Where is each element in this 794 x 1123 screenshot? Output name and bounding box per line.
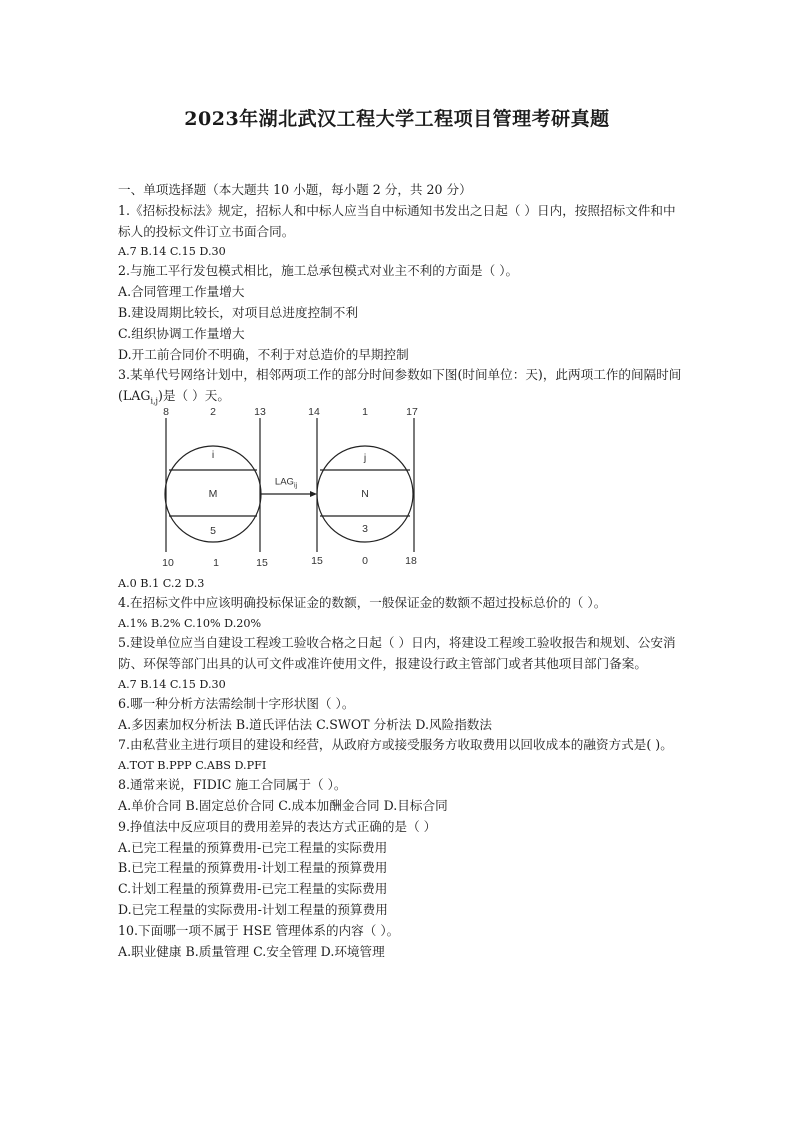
question-list bbox=[118, 180, 683, 962]
question-9-option-a: A.已完工程量的预算费用-已完工程量的实际费用 bbox=[118, 839, 388, 855]
node-i-ff: 1 bbox=[213, 557, 219, 570]
node-j-ff: 0 bbox=[362, 555, 368, 568]
network-diagram bbox=[136, 406, 426, 570]
question-3-stem-tail: )是（ ）天。 bbox=[158, 388, 230, 404]
node-i-duration: 5 bbox=[210, 525, 216, 538]
question-9-stem: 9.挣值法中反应项目的费用差异的表达方式正确的是（ ） bbox=[118, 818, 437, 834]
node-i-id: i bbox=[211, 449, 215, 462]
node-j-id: j bbox=[363, 452, 367, 465]
question-7-options: A.TOT B.PPP C.ABS D.PFI bbox=[118, 759, 267, 773]
question-9-option-c: C.计划工程量的预算费用-已完工程量的实际费用 bbox=[118, 881, 388, 897]
node-j-tf: 1 bbox=[362, 406, 368, 419]
section-heading: 一、单项选择题（本大题共 10 小题，每小题 2 分，共 20 分） bbox=[118, 182, 472, 197]
question-10-stem: 10.下面哪一项不属于 HSE 管理体系的内容（ ）。 bbox=[118, 922, 400, 938]
question-2-stem: 2.与施工平行发包模式相比，施工总承包模式对业主不利的方面是（ ）。 bbox=[118, 263, 519, 279]
node-i-tf: 2 bbox=[210, 406, 216, 419]
question-1-options: A.7 B.14 C.15 D.30 bbox=[118, 245, 226, 259]
question-3-stem bbox=[118, 365, 683, 412]
node-j-ls: 15 bbox=[311, 555, 323, 568]
question-5-stem: 5.建设单位应当自建设工程竣工验收合格之日起（ ）日内，将建设工程竣工验收报告和规划、公安消防、环保等部门出具的认可文件或准许使用文件，报建设行政主管部门或者其他项目部门备案。 bbox=[118, 635, 676, 672]
question-8-options: A.单价合同 B.固定总价合同 C.成本加酬金合同 D.目标合同 bbox=[118, 798, 448, 814]
node-j-es: 14 bbox=[308, 406, 320, 419]
lag-arrow-head bbox=[310, 491, 317, 497]
question-9-option-b: B.已完工程量的预算费用-计划工程量的预算费用 bbox=[118, 860, 388, 876]
node-i-ef: 13 bbox=[254, 406, 266, 419]
node-j-lf: 18 bbox=[405, 555, 417, 568]
question-3-stem-sub: i,j bbox=[150, 396, 159, 406]
question-6-stem: 6.哪一种分析方法需绘制十字形状图（ ）。 bbox=[118, 695, 355, 711]
page-title: 2023年湖北武汉工程大学工程项目管理考研真题 bbox=[184, 108, 610, 130]
network-diagram-graphic bbox=[136, 418, 426, 570]
question-3-stem-main: 3.某单代号网络计划中，相邻两项工作的部分时间参数如下图(时间单位：天)，此两项工作的间隔时间(LAG bbox=[118, 367, 682, 404]
question-3-options: A.0 B.1 C.2 D.3 bbox=[118, 577, 205, 591]
question-5-options: A.7 B.14 C.15 D.30 bbox=[118, 677, 226, 691]
lag-label-text: LAG bbox=[274, 477, 294, 489]
node-i-lf: 15 bbox=[256, 557, 268, 570]
question-2-option-d: D.开工前合同价不明确，不利于对总造价的早期控制 bbox=[118, 346, 409, 362]
question-7-stem: 7.由私营业主进行项目的建设和经营，从政府方或接受服务方收取费用以回收成本的融资方式是( )。 bbox=[118, 737, 673, 753]
lag-label bbox=[275, 477, 297, 490]
question-1-stem: 1.《招标投标法》规定，招标人和中标人应当自中标通知书发出之日起（ ）日内，按照招标文件和中标人的投标文件订立书面合同。 bbox=[118, 202, 676, 239]
node-j-ef: 17 bbox=[406, 406, 418, 419]
node-j-duration: 3 bbox=[362, 523, 368, 536]
question-4-stem: 4.在招标文件中应该明确投标保证金的数额，一般保证金的数额不超过投标总价的（ ）。 bbox=[118, 595, 607, 611]
lag-label-sub: ij bbox=[293, 482, 298, 490]
question-10-options: A.职业健康 B.质量管理 C.安全管理 D.环境管理 bbox=[118, 943, 385, 959]
question-2-option-a: A.合同管理工作量增大 bbox=[118, 284, 245, 300]
question-8-stem: 8.通常来说，FIDIC 施工合同属于（ ）。 bbox=[118, 777, 347, 793]
question-2-option-c: C.组织协调工作量增大 bbox=[118, 325, 245, 341]
question-2-option-b: B.建设周期比较长，对项目总进度控制不利 bbox=[118, 304, 358, 320]
question-4-options: A.1% B.2% C.10% D.20% bbox=[118, 617, 262, 631]
node-i-es: 8 bbox=[163, 406, 169, 419]
question-6-options: A.多因素加权分析法 B.道氏评估法 C.SWOT 分析法 D.风险指数法 bbox=[118, 716, 492, 732]
question-9-option-d: D.已完工程量的实际费用-计划工程量的预算费用 bbox=[118, 902, 388, 918]
node-j-name: N bbox=[361, 488, 369, 501]
node-i-name: M bbox=[208, 488, 218, 501]
node-i-ls: 10 bbox=[162, 557, 174, 570]
